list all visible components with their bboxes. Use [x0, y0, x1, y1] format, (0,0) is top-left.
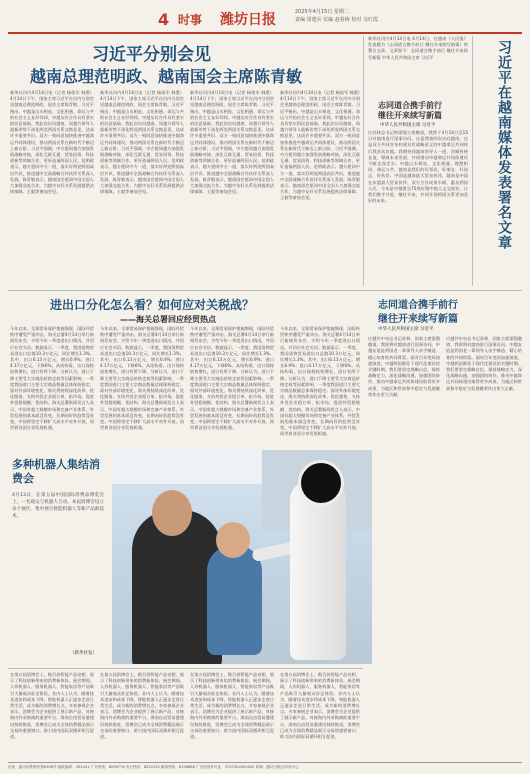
article1-body: 新华社河内4月14日电（记者 杨依军 韩墨）4月14日下午，国家主席习近平在河内分别会见越南总理范明政、国会主席陈青敏。习近平指出，中越是山水相连、文化相通、命运与共的社会主义友好邻邦，中越友好合作具有坚实的民意基础。我此次访问越南，同越方领导人就新形势下深化两党两国关系交换意见，达成许多重要共识。双方一致同意加快推进中越命运共同体建设，推动两国关系在新时代不断迈上新台阶。习近平强调，中方愿同越方加强发展战略对接，深化互联互通、贸易投资、科技创新等领域合作，更好造福两国人民。范明政表示，越方愿同中方一道，落实好两党两国高层共识，推进越中全面战略合作伙伴关系深入发展。陈青敏表示，越南国会愿同中国全国人大加强交流合作，为越中友好关系发展提供法律保障。王毅等参加会见。 — [10, 90, 94, 195]
date-line: 2025年4月15日 星期二 责编 周建兵 实编 赵春梅 校对 吴红霞 — [295, 9, 378, 23]
article3-body: 在第五届消博会上，数百款智能产品亮相，展示了科技创新带来的消费新体验。展会期间，人形机器人、服务机器人、智能家居等产品吸引大量观众驻足体验。业内人士认为，随着技术进步和成本下降，智能机器人正逐步走进日常生活，成为新的消费增长点。多家参展企业表示，消博会为企业提供了展示新产品、对接海内外采购商的重要平台。海南自由贸易港建设持续推进，消博会已成为全球消费精品展示交易的重要窗口，助力国内国际双循环相互促进。 — [100, 672, 184, 740]
article1-headline-line2: 越南总理范明政、越南国会主席陈青敏 — [30, 67, 303, 86]
article4-body: 应越共中央总书记苏林、国家主席梁强邀请，我即将对越南进行国事访问。中越友谊是两国老一辈领导人亲手缔造、精心培育的共同财富。面对百年变局加速演进，中越两国都处于现代化建设的关键时期。我们要坚定战略自信，保持战略定力，深化战略沟通，加强团结协作，推动中越命运共同体建设取得更多成果，为地区和世界和平稳定与发展繁荣作出更大贡献。 — [446, 336, 522, 391]
paper-name: 潍坊日报 — [220, 12, 276, 28]
page-number: 4 — [158, 10, 170, 29]
photo-credit: （新华社发） — [70, 651, 97, 656]
masthead — [8, 4, 522, 34]
section-divider — [8, 668, 363, 669]
article4-byline: 中华人民共和国主席 习近平 — [378, 327, 434, 332]
column-divider — [472, 36, 473, 286]
photo-caption-text: 4月13日，在第五届中国国际消费品博览会上，一名观众与机器人互动。本届消博会设立多个展区，集中展示智能机器人等新产品新技术。 — [12, 493, 104, 519]
article4-headline-part2: 继往开来续写新篇 — [378, 314, 458, 325]
article3-body: 在第五届消博会上，数百款智能产品亮相，展示了科技创新带来的消费新体验。展会期间，人形机器人、服务机器人、智能家居等产品吸引大量观众驻足体验。业内人士认为，随着技术进步和成本下降，智能机器人正逐步走进日常生活，成为新的消费增长点。多家参展企业表示，消博会为企业提供了展示新产品、对接海内外采购商的重要平台。海南自由贸易港建设持续推进，消博会已成为全球消费精品展示交易的重要窗口，助力国内国际双循环相互促进。 — [190, 672, 274, 740]
article1-body: 新华社河内4月14日电（记者 杨依军 韩墨）4月14日下午，国家主席习近平在河内分别会见越南总理范明政、国会主席陈青敏。习近平指出，中越是山水相连、文化相通、命运与共的社会主义友好邻邦，中越友好合作具有坚实的民意基础。我此次访问越南，同越方领导人就新形势下深化两党两国关系交换意见，达成许多重要共识。双方一致同意加快推进中越命运共同体建设，推动两国关系在新时代不断迈上新台阶。习近平强调，中方愿同越方加强发展战略对接，深化互联互通、贸易投资、科技创新等领域合作，更好造福两国人民。范明政表示，越方愿同中方一道，落实好两党两国高层共识，推进越中全面战略合作伙伴关系深入发展。陈青敏表示，越南国会愿同中国全国人大加强交流合作，为越中友好关系发展提供法律保障。王毅等参加会见。 — [100, 90, 184, 195]
right-body: 应苏林总书记和梁强主席邀请，我将于4月14日至15日对越南进行国事访问。这是我第四次访问越南，也是双方共同宣布构建具有战略意义的中越命运共同体后我首次访越。我期待同越南领导人一道，回顾传统友谊，擘画未来发展，共同推动中越命运共同体建设不断走深走实。中越山水相连、文化相通、理想相同、命运与共。越南是我们的好邻居、好朋友、好同志、好伙伴。中国是越南最大贸易伙伴，越南是中国在东盟最大贸易伙伴，双方合作成果丰硕，惠及两国人民。今年是中越建交75周年暨中越人文交流年，让我们携手并进，继往开来，共同开创两国关系更加美好的未来。 — [368, 130, 468, 204]
photo-caption-title: 多种机器人集结消费会 — [12, 458, 100, 485]
section-divider — [8, 290, 522, 291]
article3-body: 在第五届消博会上，数百款智能产品亮相，展示了科技创新带来的消费新体验。展会期间，人形机器人、服务机器人、智能家居等产品吸引大量观众驻足体验。业内人士认为，随着技术进步和成本下降，智能机器人正逐步走进日常生活，成为新的消费增长点。多家参展企业表示，消博会为企业提供了展示新产品、对接海内外采购商的重要平台。海南自由贸易港建设持续推进，消博会已成为全球消费精品展示交易的重要窗口，助力国内国际双循环相互促进。 — [280, 672, 360, 740]
article4-headline-part1: 志同道合携手前行 — [378, 300, 458, 311]
article2-headline: 进出口分化怎么看？如何应对关税战？ — [50, 298, 255, 312]
article1-body: 新华社河内4月14日电（记者 杨依军 韩墨）4月14日下午，国家主席习近平在河内分别会见越南总理范明政、国会主席陈青敏。习近平指出，中越是山水相连、文化相通、命运与共的社会主义友好邻邦，中越友好合作具有坚实的民意基础。我此次访问越南，同越方领导人就新形势下深化两党两国关系交换意见，达成许多重要共识。双方一致同意加快推进中越命运共同体建设，推动两国关系在新时代不断迈上新台阶。习近平强调，中方愿同越方加强发展战略对接，深化互联互通、贸易投资、科技创新等领域合作，更好造福两国人民。范明政表示，越方愿同中方一道，落实好两党两国高层共识，推进越中全面战略合作伙伴关系深入发展。陈青敏表示，越南国会愿同中国全国人大加强交流合作，为越中友好关系发展提供法律保障。王毅等参加会见。 — [280, 90, 360, 201]
right-title-2: 继往开来续写新篇 — [378, 110, 442, 120]
vertical-headline: 习近平在越南媒体发表署名文章 — [496, 40, 512, 250]
section-label: 时事 — [178, 13, 203, 27]
right-top-text: 新华社河内4月14日电 4月14日，在越南《人民报》发表题为《志同道合携手前行 继往开来续写新篇》的署名文章。文章如下：志同道合携手前行 继往开来续写新篇 中华人民共和国主席 习近平 — [368, 36, 468, 60]
right-title-1: 志同道合携手前行 — [378, 100, 442, 110]
article2-body: 今年以来，全球贸易保护措施频现，国际经贸秩序遭受严重冲击。海关总署4月14日举行新闻发布会，介绍今年一季度进出口情况，并回应社会关切。数据显示，一季度，我国货物贸易进出口总值10.3万亿元，同比增长1.3%。其中，出口6.13万亿元，增长6.9%；进口4.17万亿元，下降6%。从结构看，出口保持较快增长，进口有所下降。分析认为，进口下降主要受大宗商品价格走低等因素影响，一季度我国进口主要大宗商品数量总体保持稳定。面对外部环境变化，海关将持续深化改革、优化服务，支持外贸企业稳订单、拓市场，促进外贸稳规模、优结构。海关总署新闻发言人表示，中国有超大规模市场和完备产业体系，外贸发展的基本面没有变，长期向好的趋势没有变。中国将坚定不移扩大高水平对外开放，同世界各国分享发展机遇。 — [100, 326, 184, 431]
article3-body: 在第五届消博会上，数百款智能产品亮相，展示了科技创新带来的消费新体验。展会期间，人形机器人、服务机器人、智能家居等产品吸引大量观众驻足体验。业内人士认为，随着技术进步和成本下降，智能机器人正逐步走进日常生活，成为新的消费增长点。多家参展企业表示，消博会为企业提供了展示新产品、对接海内外采购商的重要平台。海南自由贸易港建设持续推进，消博会已成为全球消费精品展示交易的重要窗口，助力国内国际双循环相互促进。 — [10, 672, 94, 740]
right-author-line: 中华人民共和国主席 习近平 — [380, 123, 436, 128]
article2-body: 今年以来，全球贸易保护措施频现，国际经贸秩序遭受严重冲击。海关总署4月14日举行新闻发布会，介绍今年一季度进出口情况，并回应社会关切。数据显示，一季度，我国货物贸易进出口总值10.3万亿元，同比增长1.3%。其中，出口6.13万亿元，增长6.9%；进口4.17万亿元，下降6%。从结构看，出口保持较快增长，进口有所下降。分析认为，进口下降主要受大宗商品价格走低等因素影响，一季度我国进口主要大宗商品数量总体保持稳定。面对外部环境变化，海关将持续深化改革、优化服务，支持外贸企业稳订单、拓市场，促进外贸稳规模、优结构。海关总署新闻发言人表示，中国有超大规模市场和完备产业体系，外贸发展的基本面没有变，长期向好的趋势没有变。中国将坚定不移扩大高水平对外开放，同世界各国分享发展机遇。 — [280, 326, 360, 437]
article2-body: 今年以来，全球贸易保护措施频现，国际经贸秩序遭受严重冲击。海关总署4月14日举行新闻发布会，介绍今年一季度进出口情况，并回应社会关切。数据显示，一季度，我国货物贸易进出口总值10.3万亿元，同比增长1.3%。其中，出口6.13万亿元，增长6.9%；进口4.17万亿元，下降6%。从结构看，出口保持较快增长，进口有所下降。分析认为，进口下降主要受大宗商品价格走低等因素影响，一季度我国进口主要大宗商品数量总体保持稳定。面对外部环境变化，海关将持续深化改革、优化服务，支持外贸企业稳订单、拓市场，促进外贸稳规模、优结构。海关总署新闻发言人表示，中国有超大规模市场和完备产业体系，外贸发展的基本面没有变，长期向好的趋势没有变。中国将坚定不移扩大高水平对外开放，同世界各国分享发展机遇。 — [10, 326, 94, 431]
article2-subheadline: ——海关总署回应经贸热点 — [120, 315, 216, 324]
column-divider — [363, 36, 364, 286]
article1-headline-line1: 习近平分别会见 — [92, 45, 211, 65]
article2-body: 今年以来，全球贸易保护措施频现，国际经贸秩序遭受严重冲击。海关总署4月14日举行新闻发布会，介绍今年一季度进出口情况，并回应社会关切。数据显示，一季度，我国货物贸易进出口总值10.3万亿元，同比增长1.3%。其中，出口6.13万亿元，增长6.9%；进口4.17万亿元，下降6%。从结构看，出口保持较快增长，进口有所下降。分析认为，进口下降主要受大宗商品价格走低等因素影响，一季度我国进口主要大宗商品数量总体保持稳定。面对外部环境变化，海关将持续深化改革、优化服务，支持外贸企业稳订单、拓市场，促进外贸稳规模、优结构。海关总署新闻发言人表示，中国有超大规模市场和完备产业体系，外贸发展的基本面没有变，长期向好的趋势没有变。中国将坚定不移扩大高水平对外开放，同世界各国分享发展机遇。 — [190, 326, 274, 431]
robot-expo-photo — [112, 450, 372, 664]
article1-body: 新华社河内4月14日电（记者 杨依军 韩墨）4月14日下午，国家主席习近平在河内分别会见越南总理范明政、国会主席陈青敏。习近平指出，中越是山水相连、文化相通、命运与共的社会主义友好邻邦，中越友好合作具有坚实的民意基础。我此次访问越南，同越方领导人就新形势下深化两党两国关系交换意见，达成许多重要共识。双方一致同意加快推进中越命运共同体建设，推动两国关系在新时代不断迈上新台阶。习近平强调，中方愿同越方加强发展战略对接，深化互联互通、贸易投资、科技创新等领域合作，更好造福两国人民。范明政表示，越方愿同中方一道，落实好两党两国高层共识，推进越中全面战略合作伙伴关系深入发展。陈青敏表示，越南国会愿同中国全国人大加强交流合作，为越中友好关系发展提供法律保障。王毅等参加会见。 — [190, 90, 274, 195]
footer: 社址：潍坊市胜利东街6396号 邮政编码：261041 广告热线：8096776 发行热线：8222222 新闻热线：8196666 广告经营许可证：3707004000002 印刷：潍坊日报社印务中心 — [8, 762, 522, 770]
article4-body: 应越共中央总书记苏林、国家主席梁强邀请，我即将对越南进行国事访问。中越友谊是两国老一辈领导人亲手缔造、精心培育的共同财富。面对百年变局加速演进，中越两国都处于现代化建设的关键时期。我们要坚定战略自信，保持战略定力，深化战略沟通，加强团结协作，推动中越命运共同体建设取得更多成果，为地区和世界和平稳定与发展繁荣作出更大贡献。 — [368, 336, 440, 397]
